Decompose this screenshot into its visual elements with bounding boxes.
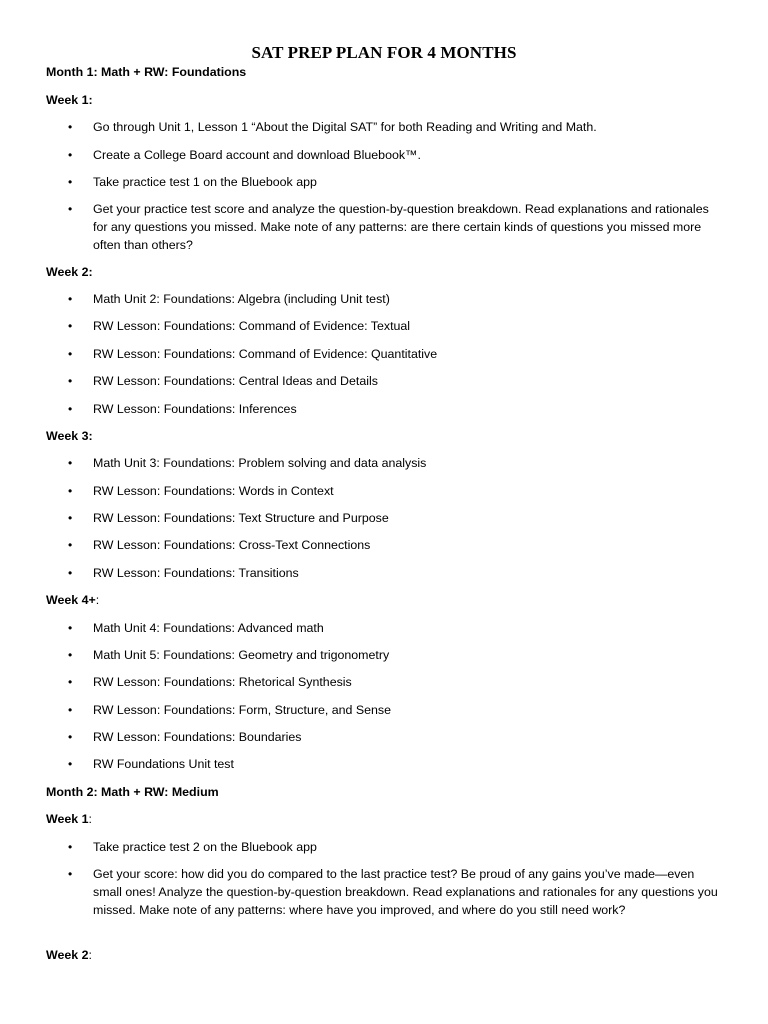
heading-text: Month 1: Math + RW: Foundations <box>46 65 247 79</box>
month-1-week-3-heading <box>46 427 726 445</box>
bullet-icon: • <box>68 484 73 498</box>
month-1-week-2-heading <box>46 263 726 281</box>
list-item-text: RW Lesson: Foundations: Form, Structure, and Sense <box>93 703 391 717</box>
month-1-heading <box>46 63 726 81</box>
month-1-week-1-heading <box>46 91 726 109</box>
bullet-icon: • <box>68 538 73 552</box>
bullet-icon: • <box>68 402 73 416</box>
bullet-icon: • <box>68 456 73 470</box>
list-item-text: RW Foundations Unit test <box>93 757 234 771</box>
bullet-icon: • <box>68 566 73 580</box>
list-item-text: Get your practice test score and analyze the question-by-question breakdown. Read explanations and rationales for any questions you missed. Make note of any patterns: are there certain kinds of questions you missed more often than others? <box>93 202 709 252</box>
heading-text: Week 2: <box>46 265 93 279</box>
bullet-icon: • <box>68 621 73 635</box>
heading-suffix: : <box>88 812 92 826</box>
bullet-icon: • <box>68 202 73 216</box>
bullet-icon: • <box>68 757 73 771</box>
month-2-week-2-heading <box>46 946 726 964</box>
list-item-text: RW Lesson: Foundations: Rhetorical Synthesis <box>93 675 352 689</box>
list-item-text: RW Lesson: Foundations: Words in Context <box>93 484 334 498</box>
bullet-icon: • <box>68 511 73 525</box>
list-item-text: Go through Unit 1, Lesson 1 “About the Digital SAT” for both Reading and Writing and Math. <box>93 120 597 134</box>
list-item-text: RW Lesson: Foundations: Text Structure and Purpose <box>93 511 389 525</box>
heading-text: Month 2: Math + RW: Medium <box>46 785 219 799</box>
list-item-text: RW Lesson: Foundations: Cross-Text Connections <box>93 538 371 552</box>
bullet-icon: • <box>68 374 73 388</box>
bullet-icon: • <box>68 703 73 717</box>
list-item-text: Math Unit 5: Foundations: Geometry and trigonometry <box>93 648 390 662</box>
list-item-text: RW Lesson: Foundations: Boundaries <box>93 730 302 744</box>
list-item-text: Take practice test 2 on the Bluebook app <box>93 840 317 854</box>
bullet-icon: • <box>68 148 73 162</box>
list-item-text: Get your score: how did you do compared to the last practice test? Be proud of any gains you’ve made—even small ones! Analyze the question-by-question breakdown. Read explanations and rationales for any questions you missed. Make note of any patterns: where have you improved, and where do you still need work? <box>93 867 718 917</box>
bullet-icon: • <box>68 175 73 189</box>
document-title: SAT PREP PLAN FOR 4 MONTHS <box>251 43 517 62</box>
month-1-week-4-heading <box>46 591 726 609</box>
list-item-text: RW Lesson: Foundations: Command of Evidence: Textual <box>93 319 411 333</box>
list-item-text: RW Lesson: Foundations: Inferences <box>93 402 297 416</box>
bullet-icon: • <box>68 120 73 134</box>
heading-text: Week 4+ <box>46 593 96 607</box>
heading-suffix: : <box>88 948 92 962</box>
heading-text: Week 3: <box>46 429 93 443</box>
bullet-icon: • <box>68 292 73 306</box>
list-item-text: RW Lesson: Foundations: Transitions <box>93 566 299 580</box>
list-item-text: RW Lesson: Foundations: Command of Evidence: Quantitative <box>93 347 438 361</box>
list-item-text: RW Lesson: Foundations: Central Ideas and Details <box>93 374 378 388</box>
heading-suffix: : <box>95 593 100 607</box>
bullet-icon: • <box>68 730 73 744</box>
bullet-icon: • <box>68 648 73 662</box>
bullet-icon: • <box>68 319 73 333</box>
list-item-text: Take practice test 1 on the Bluebook app <box>93 175 317 189</box>
list-item-text: Math Unit 3: Foundations: Problem solving and data analysis <box>93 456 427 470</box>
list-item-text: Create a College Board account and download Bluebook™. <box>93 148 421 162</box>
bullet-icon: • <box>68 840 73 854</box>
list-item-text: Math Unit 2: Foundations: Algebra (including Unit test) <box>93 292 390 306</box>
heading-text: Week 2 <box>46 948 89 962</box>
month-2-heading <box>46 783 726 801</box>
bullet-icon: • <box>68 347 73 361</box>
list-item-text: Math Unit 4: Foundations: Advanced math <box>93 621 324 635</box>
month-2-week-1-heading <box>46 810 726 828</box>
heading-text: Week 1: <box>46 93 93 107</box>
bullet-icon: • <box>68 867 73 881</box>
heading-text: Week 1 <box>46 812 89 826</box>
bullet-icon: • <box>68 675 73 689</box>
